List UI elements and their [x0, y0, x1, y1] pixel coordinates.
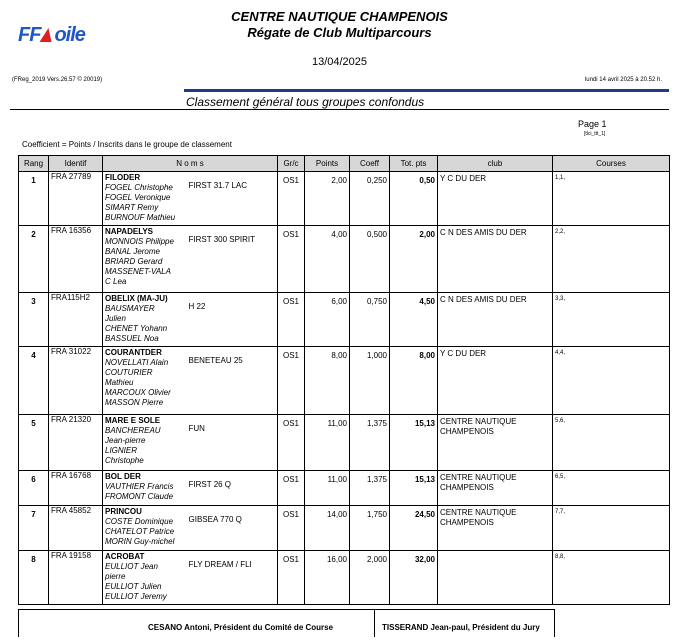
coeff-cell: 0,750	[350, 293, 390, 347]
boat-type-cell: FLY DREAM / FLI	[187, 551, 278, 605]
title-rule	[184, 89, 669, 92]
rank-cell: 1	[19, 172, 49, 226]
crew-member: pierre	[105, 572, 126, 581]
courses-cell: 6,5,	[553, 471, 670, 506]
boat-type-cell: FIRST 26 Q	[187, 471, 278, 506]
crew-member: BRIARD Gerard	[105, 257, 163, 266]
points-cell: 8,00	[305, 347, 350, 415]
crew-member: COUTURIER	[105, 368, 153, 377]
logo-ff-text: FF	[18, 24, 41, 46]
boat-type-cell: H 22	[187, 293, 278, 347]
sail-number-cell: FRA 31022	[49, 347, 103, 415]
club-cell: CENTRE NAUTIQUE CHAMPENOIS	[438, 471, 553, 506]
coeff-cell: 0,250	[350, 172, 390, 226]
page-number: Page 1	[578, 119, 607, 129]
crew-member: EULLIOT Jean	[105, 562, 158, 571]
crew-member: MASSON Pierre	[105, 398, 164, 407]
crew-member: MASSENET-VALA	[105, 267, 171, 276]
printed-timestamp: lundi 14 avril 2025 à 20.52 h.	[584, 77, 662, 83]
regatta-organizer-title: CENTRE NAUTIQUE CHAMPENOIS	[231, 9, 448, 24]
total-points-cell: 0,50	[390, 172, 438, 226]
crew-member: FROMONT Claude	[105, 492, 174, 501]
rank-cell: 4	[19, 347, 49, 415]
boat-name: PRINCOU	[105, 507, 142, 516]
group-cell: OS1	[278, 415, 305, 471]
crew-member: FOGEL Veronique	[105, 193, 171, 202]
table-row	[19, 172, 670, 226]
crew-member: BANCHEREAU	[105, 426, 161, 435]
header-coeff: Coeff	[350, 156, 390, 172]
boat-type-cell: FIRST 300 SPIRIT	[187, 226, 278, 293]
crew-member: Mathieu	[105, 378, 134, 387]
crew-member: COSTE Dominique	[105, 517, 174, 526]
crew-member: BANAL Jerome	[105, 247, 160, 256]
header-noms: N o m s	[103, 156, 278, 172]
total-points-cell: 32,00	[390, 551, 438, 605]
boat-name: MARE E SOLE	[105, 416, 161, 425]
crew-member: Christophe	[105, 456, 144, 465]
group-cell: OS1	[278, 226, 305, 293]
club-cell: C N DES AMIS DU DER	[438, 293, 553, 347]
logo-oile-text: oile	[54, 24, 85, 46]
points-cell: 6,00	[305, 293, 350, 347]
table-header-row	[19, 156, 670, 172]
names-cell	[103, 551, 187, 605]
group-cell: OS1	[278, 506, 305, 551]
table-row	[19, 226, 670, 293]
header-total: Tot. pts	[390, 156, 438, 172]
club-cell: CENTRE NAUTIQUE CHAMPENOIS	[438, 415, 553, 471]
table-row	[19, 347, 670, 415]
boat-type-cell: FIRST 31.7 LAC	[187, 172, 278, 226]
footer-rule	[18, 609, 555, 610]
crew-member: VAUTHIER Francis	[105, 482, 174, 491]
table-row	[19, 293, 670, 347]
table-row	[19, 506, 670, 551]
total-points-cell: 2,00	[390, 226, 438, 293]
title-underline	[10, 109, 669, 110]
header-club: club	[438, 156, 553, 172]
courses-cell: 4,4,	[553, 347, 670, 415]
names-cell	[103, 506, 187, 551]
rank-cell: 8	[19, 551, 49, 605]
table-row	[19, 471, 670, 506]
boat-type-cell: BENETEAU 25	[187, 347, 278, 415]
points-cell: 11,00	[305, 471, 350, 506]
sail-number-cell: FRA 16768	[49, 471, 103, 506]
crew-member: CHATELOT Patrice	[105, 527, 175, 536]
header-rang: Rang	[19, 156, 49, 172]
crew-member: SIMART Remy	[105, 203, 159, 212]
total-points-cell: 15,13	[390, 471, 438, 506]
rank-cell: 6	[19, 471, 49, 506]
total-points-cell: 15,13	[390, 415, 438, 471]
points-cell: 2,00	[305, 172, 350, 226]
boat-name: ACROBAT	[105, 552, 145, 561]
names-cell	[103, 415, 187, 471]
footer-divider-mid	[374, 609, 375, 637]
footer-divider-right	[554, 609, 555, 637]
crew-member: MONNOIS Philippe	[105, 237, 174, 246]
names-cell	[103, 172, 187, 226]
header-grc: Gr/c	[278, 156, 305, 172]
courses-cell: 7,7,	[553, 506, 670, 551]
boat-type-cell: FUN	[187, 415, 278, 471]
total-points-cell: 8,00	[390, 347, 438, 415]
crew-member: BURNOUF Mathieu	[105, 213, 176, 222]
points-cell: 16,00	[305, 551, 350, 605]
points-cell: 14,00	[305, 506, 350, 551]
total-points-cell: 24,50	[390, 506, 438, 551]
sail-number-cell: FRA 19158	[49, 551, 103, 605]
classement-title: Classement général tous groupes confondus	[186, 95, 425, 109]
group-cell: OS1	[278, 347, 305, 415]
names-cell	[103, 226, 187, 293]
coeff-cell: 0,500	[350, 226, 390, 293]
rank-cell: 5	[19, 415, 49, 471]
rank-cell: 3	[19, 293, 49, 347]
crew-member: BASSUEL Noa	[105, 334, 159, 343]
header-points: Points	[305, 156, 350, 172]
sail-number-cell: FRA 45852	[49, 506, 103, 551]
points-cell: 4,00	[305, 226, 350, 293]
table-row	[19, 415, 670, 471]
rank-cell: 7	[19, 506, 49, 551]
crew-member: NOVELLATI Alain	[105, 358, 169, 367]
header-identif: Identif	[49, 156, 103, 172]
group-cell: OS1	[278, 172, 305, 226]
coeff-cell: 2,000	[350, 551, 390, 605]
club-cell	[438, 551, 553, 605]
coeff-cell: 1,375	[350, 415, 390, 471]
total-points-cell: 4,50	[390, 293, 438, 347]
club-cell: Y C DU DER	[438, 347, 553, 415]
crew-member: EULLIOT Jeremy	[105, 592, 167, 601]
page-id: [tlci_ttt_1]	[584, 131, 606, 137]
club-cell: C N DES AMIS DU DER	[438, 226, 553, 293]
crew-member: BAUSMAYER	[105, 304, 155, 313]
courses-cell: 2,2,	[553, 226, 670, 293]
table-row	[19, 551, 670, 605]
coefficient-note: Coefficient = Points / Inscrits dans le groupe de classement	[22, 140, 232, 149]
crew-member: MARCOUX Olivier	[105, 388, 171, 397]
group-cell: OS1	[278, 293, 305, 347]
crew-member: Julien	[105, 314, 126, 323]
boat-name: OBELIX (MA-JU)	[105, 294, 168, 303]
crew-member: Jean-pierre	[105, 436, 146, 445]
courses-cell: 1,1,	[553, 172, 670, 226]
software-version: (FReg_2019 Vers.26.57 © 20019)	[12, 77, 103, 83]
club-cell: Y C DU DER	[438, 172, 553, 226]
results-table	[18, 155, 670, 605]
coeff-cell: 1,375	[350, 471, 390, 506]
group-cell: OS1	[278, 551, 305, 605]
club-cell: CENTRE NAUTIQUE CHAMPENOIS	[438, 506, 553, 551]
boat-name: BOL DER	[105, 472, 141, 481]
boat-name: FILODER	[105, 173, 141, 182]
coeff-cell: 1,750	[350, 506, 390, 551]
names-cell	[103, 347, 187, 415]
president-comite: CESANO Antoni, Président du Comité de Course	[148, 623, 334, 632]
president-jury: TISSERAND Jean-paul, Président du Jury	[382, 623, 540, 632]
names-cell	[103, 471, 187, 506]
regatta-subtitle: Régate de Club Multiparcours	[247, 25, 432, 40]
footer-divider-left	[18, 609, 19, 637]
crew-member: MORIN Guy-michel	[105, 537, 175, 546]
courses-cell: 8,8,	[553, 551, 670, 605]
regatta-date: 13/04/2025	[311, 56, 368, 68]
crew-member: FOGEL Christophe	[105, 183, 173, 192]
sail-number-cell: FRA 21320	[49, 415, 103, 471]
crew-member: LIGNIER	[105, 446, 138, 455]
header-courses: Courses	[553, 156, 670, 172]
crew-member: C Lea	[105, 277, 127, 286]
boat-type-cell: GIBSEA 770 Q	[187, 506, 278, 551]
crew-member: CHENET Yohann	[105, 324, 168, 333]
points-cell: 11,00	[305, 415, 350, 471]
coeff-cell: 1,000	[350, 347, 390, 415]
courses-cell: 3,3,	[553, 293, 670, 347]
rank-cell: 2	[19, 226, 49, 293]
boat-name: COURANTDER	[105, 348, 162, 357]
sail-number-cell: FRA115H2	[49, 293, 103, 347]
courses-cell: 5,6,	[553, 415, 670, 471]
results-body	[19, 172, 670, 605]
boat-name: NAPADELYS	[105, 227, 154, 236]
names-cell	[103, 293, 187, 347]
crew-member: EULLIOT Julien	[105, 582, 162, 591]
group-cell: OS1	[278, 471, 305, 506]
sail-number-cell: FRA 27789	[49, 172, 103, 226]
sail-number-cell: FRA 16356	[49, 226, 103, 293]
